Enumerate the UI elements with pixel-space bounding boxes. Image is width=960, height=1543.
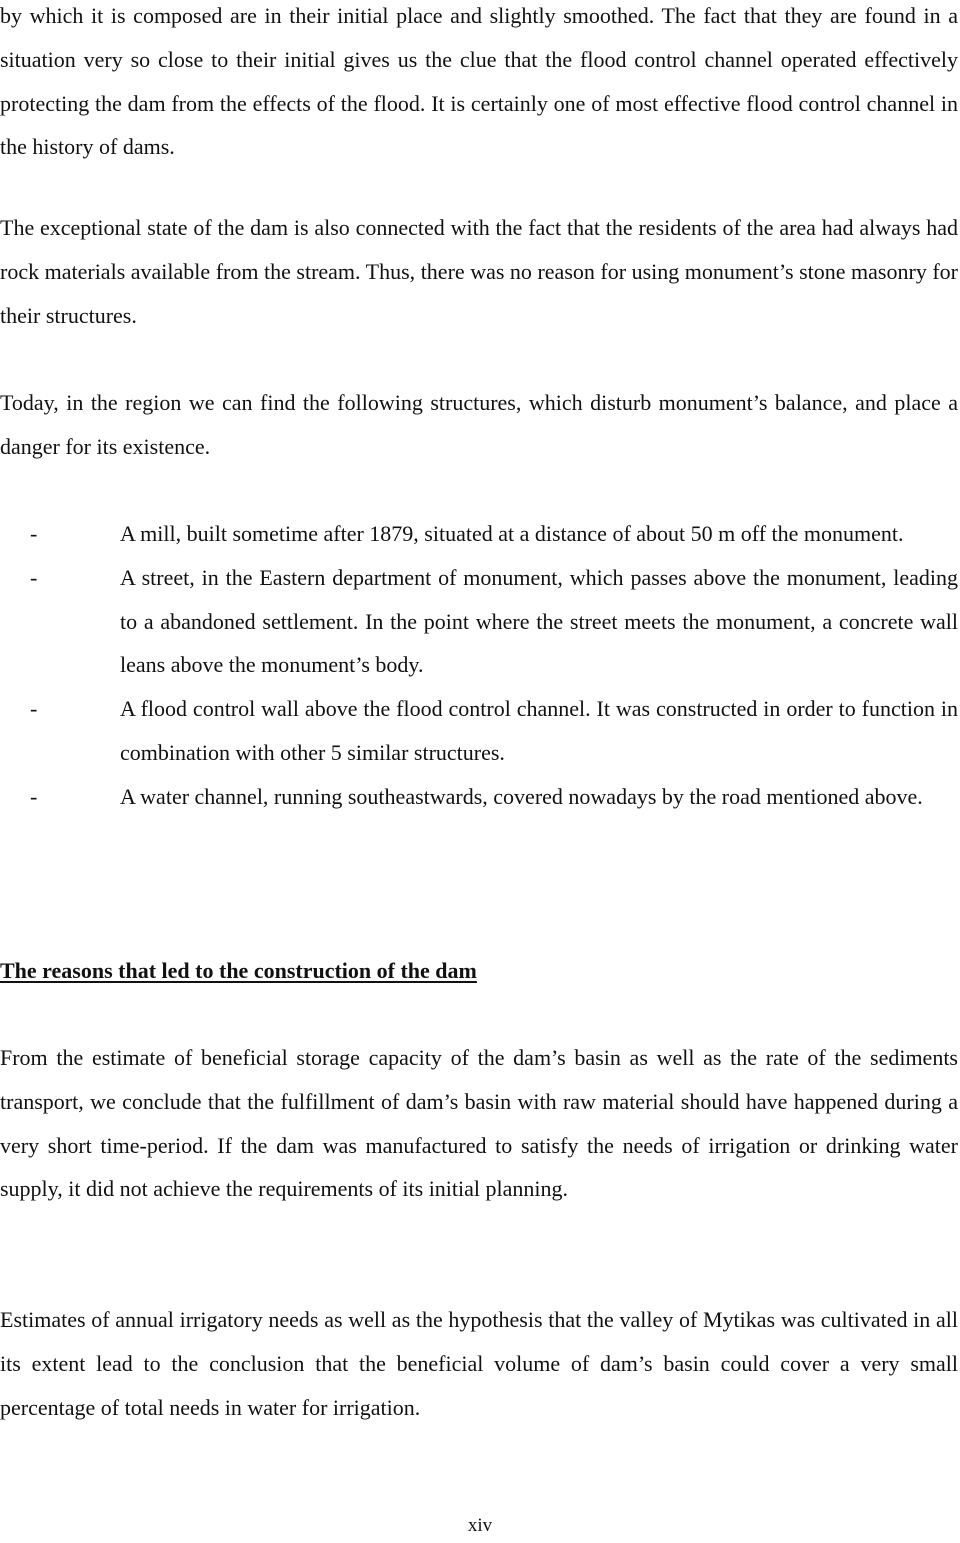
page-number: xiv [467,1515,493,1536]
paragraph-disturbing-structures: Today, in the region we can find the following structures, which disturb monument’s balance, and place a danger for its existence. [0,390,958,459]
paragraph-storage-capacity: From the estimate of beneficial storage capacity of the dam’s basin as well as the rate of the sediments transport, we conclude that the fulfillment of dam’s basin with raw material should have happened during a very short time-period. If the dam was manufactured to satisfy the needs of irrigation or drinking water supply, it did not achieve the requirements of its initial planning. [0,1045,958,1202]
list-bullet: - [30,521,38,546]
list-item [0,687,958,775]
list-item-text: A street, in the Eastern department of monument, which passes above the monument, leading to a abandoned settlement. In the point where the street meets the monument, a concrete wall leans above the monument’s body. [120,564,958,678]
list-bullet: - [30,696,38,722]
list-item-text: A mill, built sometime after 1879, situated at a distance of about 50 m off the monument. [120,521,904,546]
list-item [0,512,958,556]
paragraph-exceptional-state: The exceptional state of the dam is also connected with the fact that the residents of the area had always had rock materials available from the stream. Thus, there was no reason for using monument’s stone masonry for their structures. [0,215,958,328]
list-item [0,775,958,819]
paragraph-irrigatory-needs: Estimates of annual irrigatory needs as well as the hypothesis that the valley of Mytikas was cultivated in all its extent lead to the conclusion that the beneficial volume of dam’s basin could cover a very small percentage of total needs in water for irrigation. [0,1307,958,1420]
paragraph-flood-channel: by which it is composed are in their initial place and slightly smoothed. The fact that they are found in a situation very so close to their initial gives us the clue that the flood control channel operated effectively protecting the dam from the effects of the flood. It is certainly one of most effective flood control channel in the history of dams. [0,3,958,160]
section-heading: The reasons that led to the construction of the dam [0,958,477,983]
list-item [0,556,958,687]
list-bullet: - [30,783,38,809]
list-item-text: A flood control wall above the flood control channel. It was constructed in order to function in combination with other 5 similar structures. [120,696,958,765]
structures-list [0,512,958,819]
list-item-text: A water channel, running southeastwards, covered nowadays by the road mentioned above. [120,783,923,809]
list-bullet: - [30,564,38,590]
